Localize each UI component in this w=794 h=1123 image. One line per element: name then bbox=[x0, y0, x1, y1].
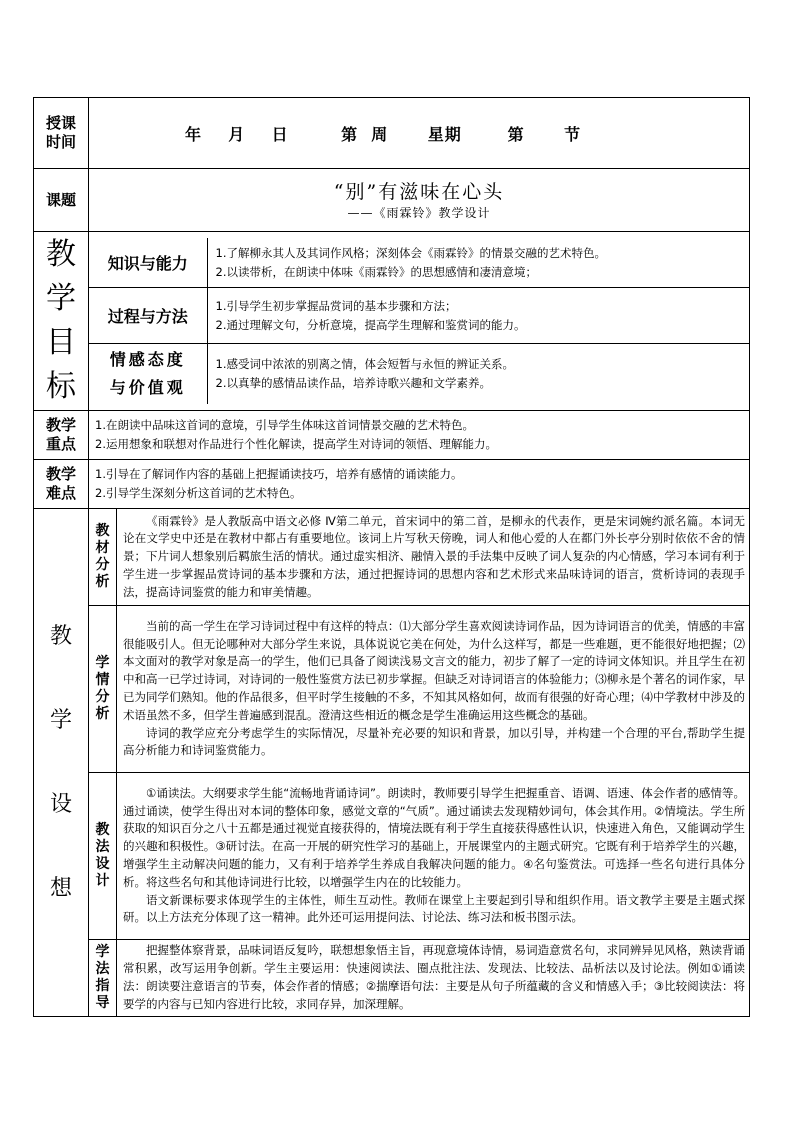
key-point-line: 2.运用想象和联想对作品进行个性化解读，提高学生对诗词的领悟、理解能力。 bbox=[95, 437, 497, 451]
difficult-points-row bbox=[34, 460, 750, 509]
goal-line: 2.以读带析，在朗读中体味《雨霖铃》的思想感情和凄清意境； bbox=[215, 264, 537, 279]
topic-row bbox=[34, 169, 750, 232]
design-row bbox=[34, 773, 750, 940]
goal-row bbox=[89, 288, 749, 344]
goal-row bbox=[89, 344, 749, 405]
lesson-plan-table bbox=[33, 97, 750, 1017]
design-row bbox=[34, 509, 750, 606]
goal-line: 2.以真挚的感情品读作品，培养诗歌兴趣和文学素养。 bbox=[215, 376, 491, 390]
design-text-students bbox=[117, 606, 750, 773]
goal-label-emotion: 情感态度与价值观 bbox=[89, 344, 207, 405]
goals-row bbox=[34, 232, 750, 411]
paragraph: 《雨霖铃》是人教版高中语文必修 Ⅳ第二单元，首宋词中的第二首，是柳永的代表作，更是宋词婉约派名篇。本词无论在文学史中还是在教材中都占有重要地位。该词上片写秋天傍晚，词人和他心爱的人在都门外长亭分别时依依不舍的情景；下片词人想象别后羁旅生活的情状。通过虚实相济、融情入景的手法集中反映了词人复杂的内心情感，学习本词有利于学生进一步掌握品赏诗词的基本步骤和方法，通过把握诗词的思想内容和艺术形式来品味诗词的语言，赏析诗词的表现手法，提高诗词鉴赏的能力和审美情趣。 bbox=[123, 513, 746, 599]
paragraph: 当前的高一学生在学习诗词过程中有这样的特点：⑴大部分学生喜欢阅读诗词作品，因为诗词语言的优美，情感的丰富很能吸引人。但无论哪种对大部分学生来说，具体说说它美在何处，为什么这样写，都是一些难题，更不能很好地把握；⑵本文面对的教学对象是高一的学生，他们已具备了阅读浅易文言文的能力，初步了解了一定的诗词文体知识。并且学生在初中和高一已学过诗词，对诗词的一般性鉴赏方法已初步掌握。但缺乏对诗词语言的体验能力；⑶柳永是个著名的词作家，早已为同学们熟知。他的作品很多，但平时学生接触的不多，不知其风格如何，故而有很强的好奇心理；⑷中学教材中涉及的术语虽然不多，但学生普遍感到混乱。澄清这些相近的概念是学生准确运用这些概念的基础。 bbox=[123, 618, 746, 722]
design-row bbox=[34, 606, 750, 773]
goal-line: 2.通过理解文句，分析意境，提高学生理解和鉴赏词的能力。 bbox=[215, 317, 526, 332]
goal-line: 1.感受词中浓浓的别离之情，体会短暂与永恒的辨证关系。 bbox=[215, 357, 514, 371]
lesson-subtitle: ——《雨霖铃》教学设计 bbox=[347, 206, 491, 220]
topic-cell bbox=[89, 169, 750, 232]
paragraph: 把握整体察背景，品味词语反复吟，联想想象悟主旨，再现意境体诗情，易词造意赏名句，求同辨异见风格，熟读背诵常积累，改写运用争创新。学生主要运用：快速阅读法、圈点批注法、发现法、比较法、品析法以及讨论法。例如①诵读法：朗读要注意语言的节奏，体会作者的情感；②揣摩语句法：主要是从句子所蕴藏的含义和情感入手；③比较阅读法：将要学的内容与已知内容进行比较，求同存异，加深理解。 bbox=[123, 943, 746, 1011]
difficult-point-line: 2.引导学生深刻分析这首词的艺术特色。 bbox=[95, 486, 302, 500]
design-sub-label: 教法设计 bbox=[89, 773, 117, 940]
time-label: 授课时间 bbox=[34, 98, 89, 169]
goal-line: 1.了解柳永其人及其词作风格；深刻体会《雨霖铃》的情景交融的艺术特色。 bbox=[215, 245, 606, 260]
goal-text-emotion bbox=[207, 344, 749, 405]
design-text-textbook bbox=[117, 509, 750, 606]
design-text-method bbox=[117, 773, 750, 940]
paragraph: 诗词的教学应充分考虑学生的实际情况，尽量补充必要的知识和背景，加以引导，并构建一个合理的平台,帮助学生提高分析能力和诗词鉴赏能力。 bbox=[123, 725, 746, 758]
key-points-label: 教学重点 bbox=[34, 411, 89, 460]
design-sub-label: 教材分析 bbox=[89, 509, 117, 606]
goal-text-process bbox=[207, 288, 749, 344]
design-label: 教学设想 bbox=[34, 509, 89, 1017]
difficult-points-text bbox=[89, 460, 750, 509]
goals-label: 教学目标 bbox=[34, 232, 89, 411]
goals-cell bbox=[89, 232, 750, 411]
goals-table bbox=[89, 238, 749, 404]
key-point-line: 1.在朗读中品味这首词的意境，引导学生体味这首词情景交融的艺术特色。 bbox=[95, 418, 474, 432]
design-sub-label: 学情分析 bbox=[89, 606, 117, 773]
difficult-point-line: 1.引导在了解词作内容的基础上把握诵读技巧，培养有感情的诵读能力。 bbox=[95, 467, 463, 481]
topic-label: 课题 bbox=[34, 169, 89, 232]
key-points-row bbox=[34, 411, 750, 460]
lesson-title: “别”有滋味在心头 bbox=[333, 181, 505, 203]
goal-label-knowledge: 知识与能力 bbox=[89, 238, 207, 288]
key-points-text bbox=[89, 411, 750, 460]
design-row bbox=[34, 940, 750, 1017]
time-row bbox=[34, 98, 750, 169]
goal-label-process: 过程与方法 bbox=[89, 288, 207, 344]
goal-text-knowledge bbox=[207, 238, 749, 288]
goal-line: 1.引导学生初步掌握品赏词的基本步骤和方法； bbox=[215, 298, 457, 313]
time-text: 年 月 日 第 周 星期 第 节 bbox=[89, 98, 750, 169]
design-sub-label: 学法指导 bbox=[89, 940, 117, 1017]
paragraph: ①诵读法。大纲要求学生能“流畅地背诵诗词”。朗读时，教师要引导学生把握重音、语调、语速、体会作者的感情等。通过诵读，使学生得出对本词的整体印象，感觉文章的“气质”。通过诵读去发现精妙词句，体会其作用。②情境法。学生所获取的知识百分之八十五都是通过视觉直接获得的，情境法既有利于学生直接获得感性认识，快速进入角色，又能调动学生的兴趣和积极性。③研讨法。在高一开展的研究性学习的基础上，开展课堂内的主题式研究。它既有利于培养学生的兴趣，增强学生主动解决问题的能力，又有利于培养学生养成自我解决问题的能力。④名句鉴赏法。可选择一些名句进行具体分析。将这些名句和其他诗词进行比较，以增强学生内在的比较能力。 bbox=[123, 785, 746, 889]
difficult-points-label: 教学难点 bbox=[34, 460, 89, 509]
goal-row bbox=[89, 238, 749, 288]
design-text-study bbox=[117, 940, 750, 1017]
paragraph: 语文新课标要求体现学生的主体性，师生互动性。教师在课堂上主要起到引导和组织作用。语文教学主要是主题式探研。以上方法充分体现了这一精神。此外还可运用提问法、讨论法、练习法和板书图示法。 bbox=[123, 892, 746, 925]
